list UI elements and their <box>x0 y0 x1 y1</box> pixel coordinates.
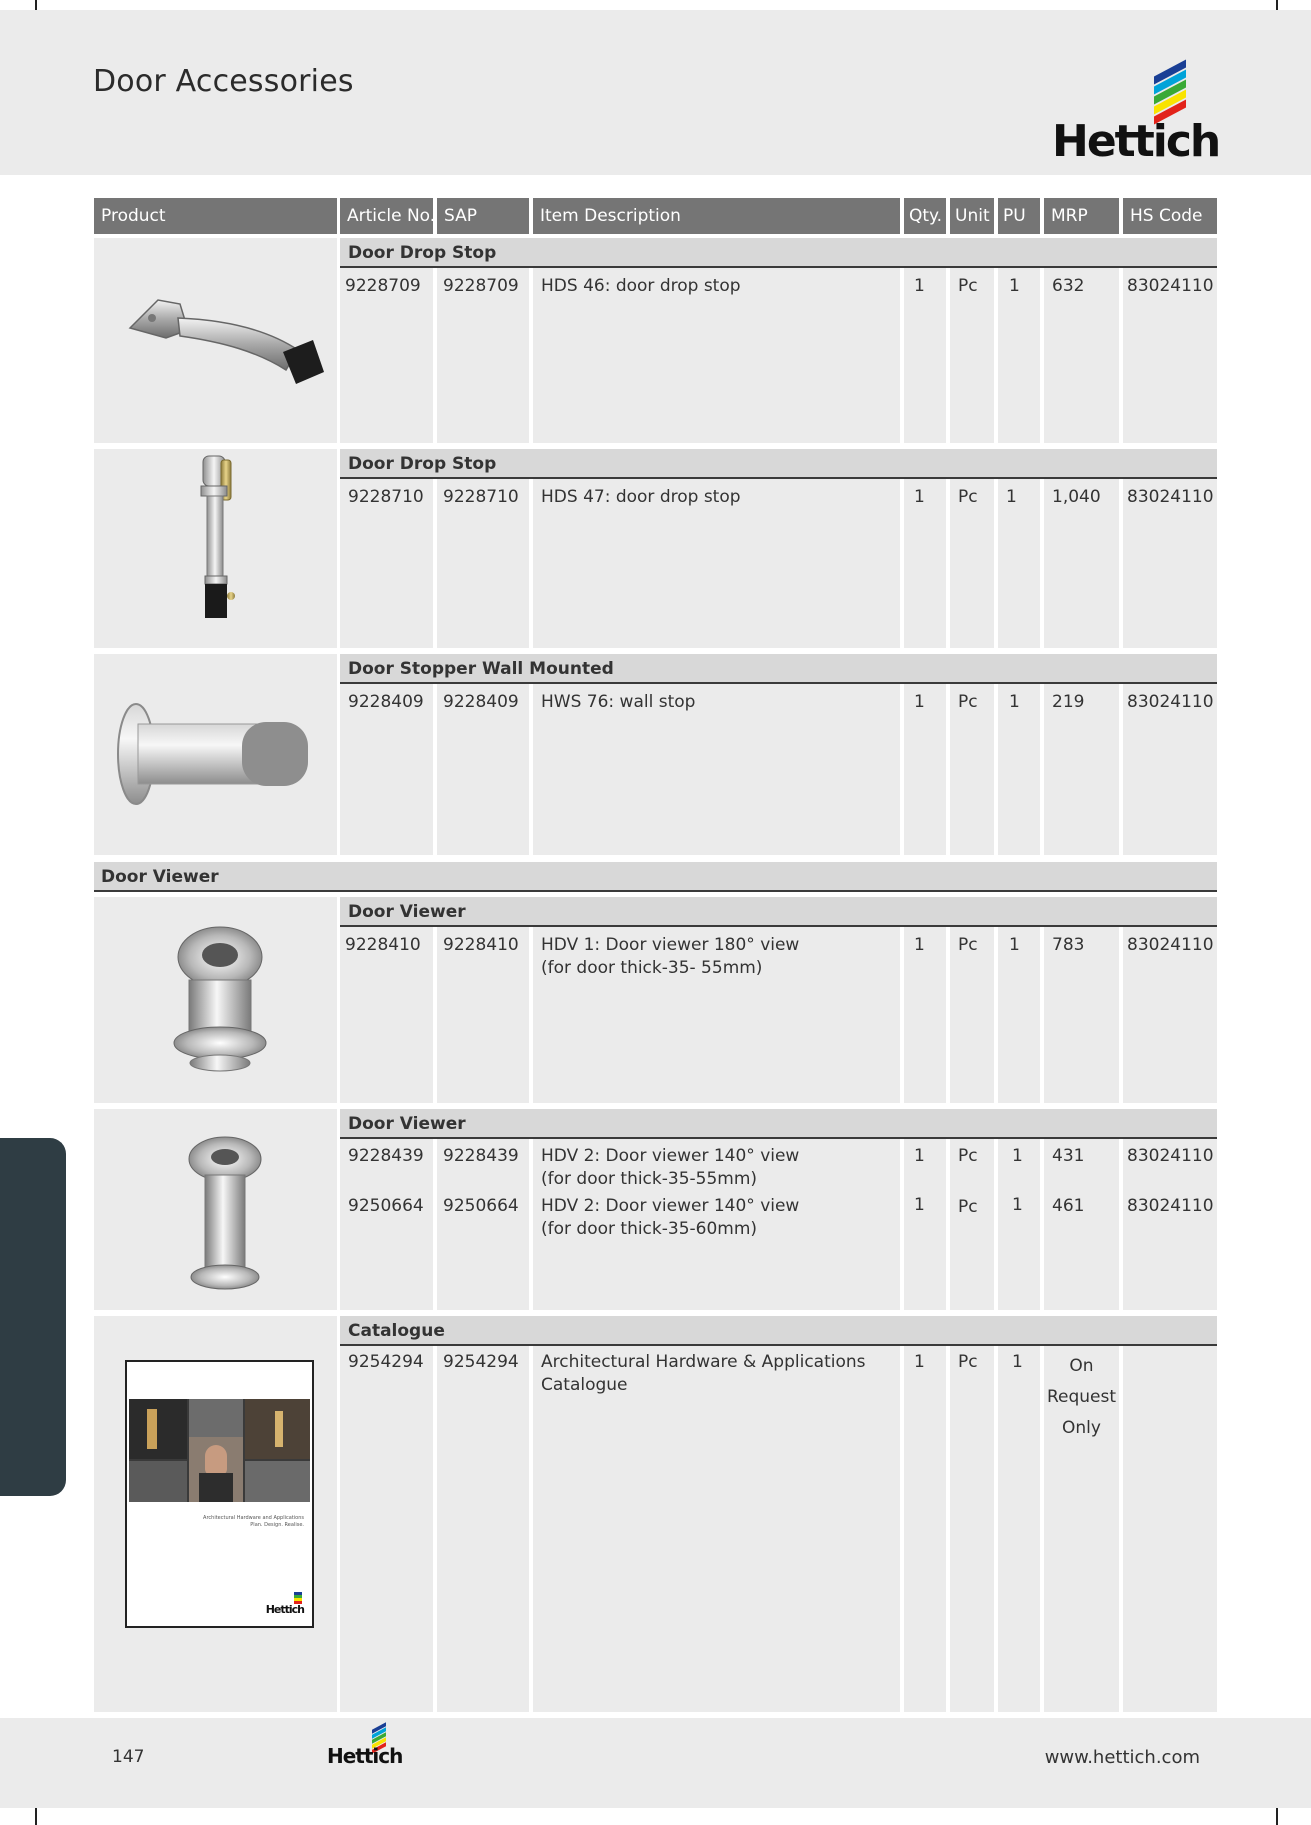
section-heading <box>94 862 1217 892</box>
catalogue-photo <box>245 1399 310 1459</box>
group-title: Door Stopper Wall Mounted <box>348 659 614 679</box>
group-title-band <box>340 897 1217 927</box>
col-header-mrp: MRP <box>1044 198 1119 234</box>
catalogue-photo-grid <box>129 1399 310 1502</box>
website-link[interactable]: www.hettich.com <box>1044 1747 1200 1768</box>
crop-mark <box>35 1805 37 1825</box>
page-number: 147 <box>112 1747 145 1767</box>
mrp: 461 <box>1052 1196 1085 1216</box>
hs-code: 83024110 <box>1127 935 1214 955</box>
sap-no: 9254294 <box>443 1352 519 1372</box>
item-description-line2: Catalogue <box>541 1375 628 1395</box>
item-description: HDV 2: Door viewer 140° view <box>541 1196 800 1216</box>
qty: 1 <box>914 1352 925 1372</box>
mrp-line: Request <box>1046 1387 1117 1407</box>
col-header-unit: Unit <box>950 198 994 234</box>
mrp: 431 <box>1052 1146 1085 1166</box>
catalogue-tagline: Architectural Hardware and Applications <box>203 1515 304 1521</box>
unit: Pc <box>958 276 978 296</box>
col-header-sap: SAP <box>437 198 529 234</box>
brand-logo <box>1050 66 1220 167</box>
mrp: 1,040 <box>1052 487 1101 507</box>
hs-code: 83024110 <box>1127 1196 1214 1216</box>
article-no: 9228439 <box>348 1146 424 1166</box>
catalogue-tagline: Plan. Design. Realise. <box>250 1522 304 1528</box>
catalogue-photo <box>129 1399 187 1459</box>
article-no: 9250664 <box>348 1196 424 1216</box>
unit: Pc <box>958 487 978 507</box>
hs-code: 83024110 <box>1127 276 1214 296</box>
item-description-line2: (for door thick-35-60mm) <box>541 1219 758 1239</box>
door-viewer-image <box>165 925 275 1075</box>
sap-no: 9228410 <box>443 935 519 955</box>
article-no: 9228410 <box>345 935 421 955</box>
crop-mark <box>1276 1805 1278 1825</box>
hs-code: 83024110 <box>1127 692 1214 712</box>
group-title: Door Viewer <box>348 1114 466 1134</box>
footer-logo <box>326 1724 403 1768</box>
group-title-band <box>340 238 1217 268</box>
item-description: HDS 47: door drop stop <box>541 487 741 507</box>
group-title: Door Drop Stop <box>348 454 497 474</box>
footer-logo-wordmark: Hettich <box>327 1744 403 1768</box>
col-header-product: Product <box>94 198 337 234</box>
group-title-band <box>340 449 1217 479</box>
item-description-line2: (for door thick-35- 55mm) <box>541 958 763 978</box>
item-description: HDV 2: Door viewer 140° view <box>541 1146 800 1166</box>
section-heading-label: Door Viewer <box>101 867 219 887</box>
article-no: 9228709 <box>345 276 421 296</box>
door-drop-stop-image <box>185 450 255 625</box>
group-title: Door Viewer <box>348 902 466 922</box>
hs-code: 83024110 <box>1127 487 1214 507</box>
mrp-line: On <box>1069 1356 1094 1376</box>
sap-no: 9250664 <box>443 1196 519 1216</box>
col-header-hs-code: HS Code <box>1123 198 1217 234</box>
catalogue-photo <box>189 1437 243 1502</box>
group-title: Door Drop Stop <box>348 243 497 263</box>
door-drop-stop-image <box>118 290 328 400</box>
col-header-pu: PU <box>998 198 1040 234</box>
qty: 1 <box>914 1146 925 1166</box>
pu: 1 <box>1012 1352 1023 1372</box>
catalogue-cover-image <box>125 1360 314 1628</box>
group-title-band <box>340 1109 1217 1139</box>
mrp-line: Only <box>1062 1418 1101 1438</box>
qty: 1 <box>914 935 925 955</box>
group-title-band <box>340 1316 1217 1346</box>
unit: Pc <box>958 1146 978 1166</box>
catalogue-logo <box>264 1592 304 1616</box>
pu: 1 <box>1006 487 1017 507</box>
mrp: 219 <box>1052 692 1085 712</box>
wall-stop-image <box>112 698 324 810</box>
col-header-item-description: Item Description <box>533 198 900 234</box>
sap-no: 9228409 <box>443 692 519 712</box>
item-description-line2: (for door thick-35-55mm) <box>541 1169 758 1189</box>
item-description: Architectural Hardware & Applications <box>541 1352 866 1372</box>
item-description: HWS 76: wall stop <box>541 692 696 712</box>
catalogue-photo <box>129 1461 187 1502</box>
unit: Pc <box>958 935 978 955</box>
sap-no: 9228439 <box>443 1146 519 1166</box>
sap-no: 9228710 <box>443 487 519 507</box>
door-viewer-image <box>185 1135 265 1295</box>
catalogue-logo-wordmark: Hettich <box>265 1603 304 1616</box>
col-header-qty: Qty. <box>904 198 946 234</box>
unit: Pc <box>958 1352 978 1372</box>
article-no: 9228710 <box>348 487 424 507</box>
unit: Pc <box>958 692 978 712</box>
article-no: 9254294 <box>348 1352 424 1372</box>
pu: 1 <box>1012 1146 1023 1166</box>
pu: 1 <box>1009 276 1020 296</box>
qty: 1 <box>914 692 925 712</box>
qty: 1 <box>914 276 925 296</box>
qty: 1 <box>914 487 925 507</box>
catalogue-photo <box>245 1461 310 1502</box>
page-title: Door Accessories <box>93 64 354 99</box>
item-description: HDV 1: Door viewer 180° view <box>541 935 800 955</box>
qty: 1 <box>914 1195 925 1215</box>
col-header-article-no: Article No. <box>340 198 433 234</box>
hs-code: 83024110 <box>1127 1146 1214 1166</box>
mrp: 783 <box>1052 935 1085 955</box>
group-title: Catalogue <box>348 1321 445 1341</box>
unit: Pc <box>958 1197 978 1217</box>
item-description: HDS 46: door drop stop <box>541 276 741 296</box>
pu: 1 <box>1009 935 1020 955</box>
sap-no: 9228709 <box>443 276 519 296</box>
group-title-band <box>340 654 1217 684</box>
pu: 1 <box>1012 1195 1023 1215</box>
article-no: 9228409 <box>348 692 424 712</box>
mrp: 632 <box>1052 276 1085 296</box>
logo-wordmark: Hettich <box>1052 116 1220 167</box>
chapter-tab <box>0 1138 66 1496</box>
pu: 1 <box>1009 692 1020 712</box>
